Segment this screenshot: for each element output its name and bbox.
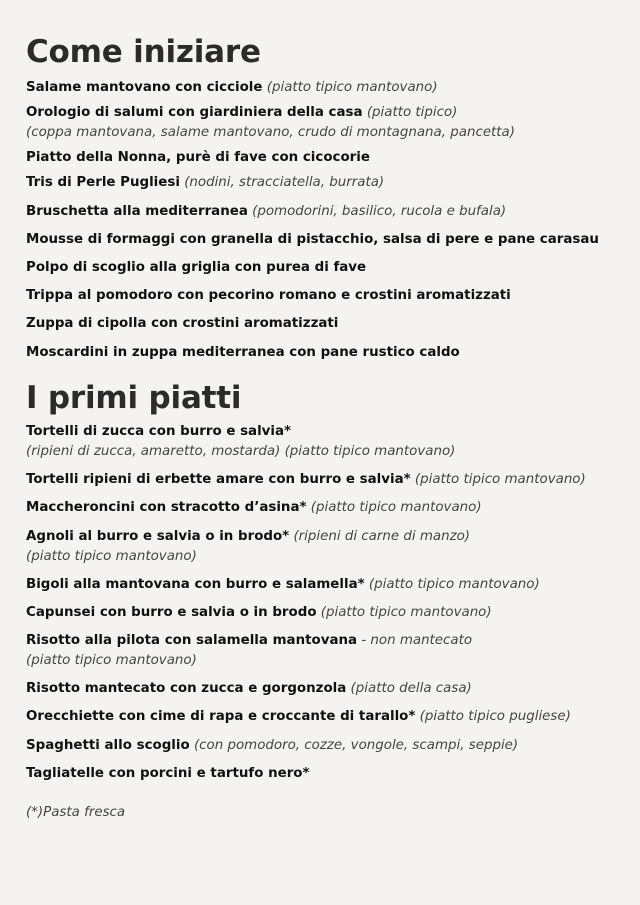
menu-item-note: (piatto tipico mantovano) xyxy=(368,577,540,592)
menu-item-name: Orecchiette con cime di rapa e croccante di tarallo* xyxy=(26,709,416,724)
menu-item-note: (pomodorini, basilico, rucola e bufala) xyxy=(252,204,507,219)
menu-item xyxy=(26,736,518,756)
menu-item xyxy=(26,103,515,143)
menu-item-name: Trippa al pomodoro con pecorino romano e crostini aromatizzati xyxy=(26,288,511,303)
menu-item-note: (con pomodoro, cozze, vongole, scampi, seppie) xyxy=(193,738,519,753)
menu-item-name: Maccheroncini con stracotto d’asina* xyxy=(26,500,307,515)
menu-item-note-2: (piatto tipico mantovano) xyxy=(26,653,197,668)
menu-item-name: Piatto della Nonna, purè di fave con cicocorie xyxy=(26,150,370,165)
menu-item-name: Zuppa di cipolla con crostini aromatizzati xyxy=(26,316,339,331)
menu-item-name: Agnoli al burro e salvia o in brodo* xyxy=(26,529,290,544)
menu-item xyxy=(26,575,540,595)
menu-item-note: (piatto tipico) xyxy=(366,105,458,120)
menu-item-name: Polpo di scoglio alla griglia con purea di fave xyxy=(26,260,367,275)
menu-item-note: (piatto tipico mantovano) xyxy=(310,500,482,515)
menu-item-note: (piatto tipico mantovano) xyxy=(320,605,492,620)
menu-item-note-2: (ripieni di zucca, amaretto, mostarda) (piatto tipico mantovano) xyxy=(26,444,456,459)
menu-item xyxy=(26,470,586,490)
menu-item xyxy=(26,527,470,567)
menu-item-name: Mousse di formaggi con granella di pistacchio, salsa di pere e pane carasau xyxy=(26,232,599,247)
menu-item xyxy=(26,764,310,784)
menu-item xyxy=(26,422,455,462)
menu-item-note: - non mantecato xyxy=(361,633,473,648)
menu-item-name: Tortelli ripieni di erbette amare con burro e salvia* xyxy=(26,472,411,487)
section-title-primi-piatti: I primi piatti xyxy=(26,380,242,416)
menu-item-note: (nodini, stracciatella, burrata) xyxy=(184,175,385,190)
menu-item-name: Tagliatelle con porcini e tartufo nero* xyxy=(26,766,310,781)
menu-item-name: Spaghetti allo scoglio xyxy=(26,738,190,753)
menu-item-name: Tris di Perle Pugliesi xyxy=(26,175,180,190)
menu-item-note: (piatto tipico mantovano) xyxy=(414,472,586,487)
menu-item-note: (piatto della casa) xyxy=(350,681,472,696)
menu-item-note: (ripieni di carne di manzo) xyxy=(293,529,471,544)
menu-item-name: Bruschetta alla mediterranea xyxy=(26,204,248,219)
menu-item xyxy=(26,314,338,334)
menu-item xyxy=(26,78,438,98)
menu-item xyxy=(26,148,370,168)
menu-item-name: Risotto alla pilota con salamella mantovana xyxy=(26,633,358,648)
menu-item-name: Salame mantovano con cicciole xyxy=(26,80,263,95)
menu-item xyxy=(26,343,460,363)
menu-item xyxy=(26,498,482,518)
menu-item-name: Moscardini in zuppa mediterranea con pane rustico caldo xyxy=(26,345,460,360)
menu-item xyxy=(26,286,511,306)
section-title-come-iniziare: Come iniziare xyxy=(26,34,261,70)
menu-item-name: Risotto mantecato con zucca e gorgonzola xyxy=(26,681,347,696)
menu-item-note: (piatto tipico pugliese) xyxy=(419,709,571,724)
menu-item-note: (piatto tipico mantovano) xyxy=(266,80,438,95)
menu-item-name: Orologio di salumi con giardiniera della casa xyxy=(26,105,363,120)
menu-item xyxy=(26,679,472,699)
menu-item xyxy=(26,707,571,727)
menu-item xyxy=(26,230,599,250)
menu-item xyxy=(26,202,506,222)
menu-item-note-2: (piatto tipico mantovano) xyxy=(26,549,197,564)
menu-item xyxy=(26,603,492,623)
menu-item-note-2: (coppa mantovana, salame mantovano, crudo di montagnana, pancetta) xyxy=(26,125,515,140)
menu-item-name: Bigoli alla mantovana con burro e salamella* xyxy=(26,577,365,592)
menu-item xyxy=(26,258,366,278)
menu-item-name: Tortelli di zucca con burro e salvia* xyxy=(26,424,292,439)
menu-item xyxy=(26,173,384,193)
menu-item-name: Capunsei con burro e salvia o in brodo xyxy=(26,605,317,620)
footnote: (*)Pasta fresca xyxy=(26,805,126,820)
menu-item xyxy=(26,631,472,671)
